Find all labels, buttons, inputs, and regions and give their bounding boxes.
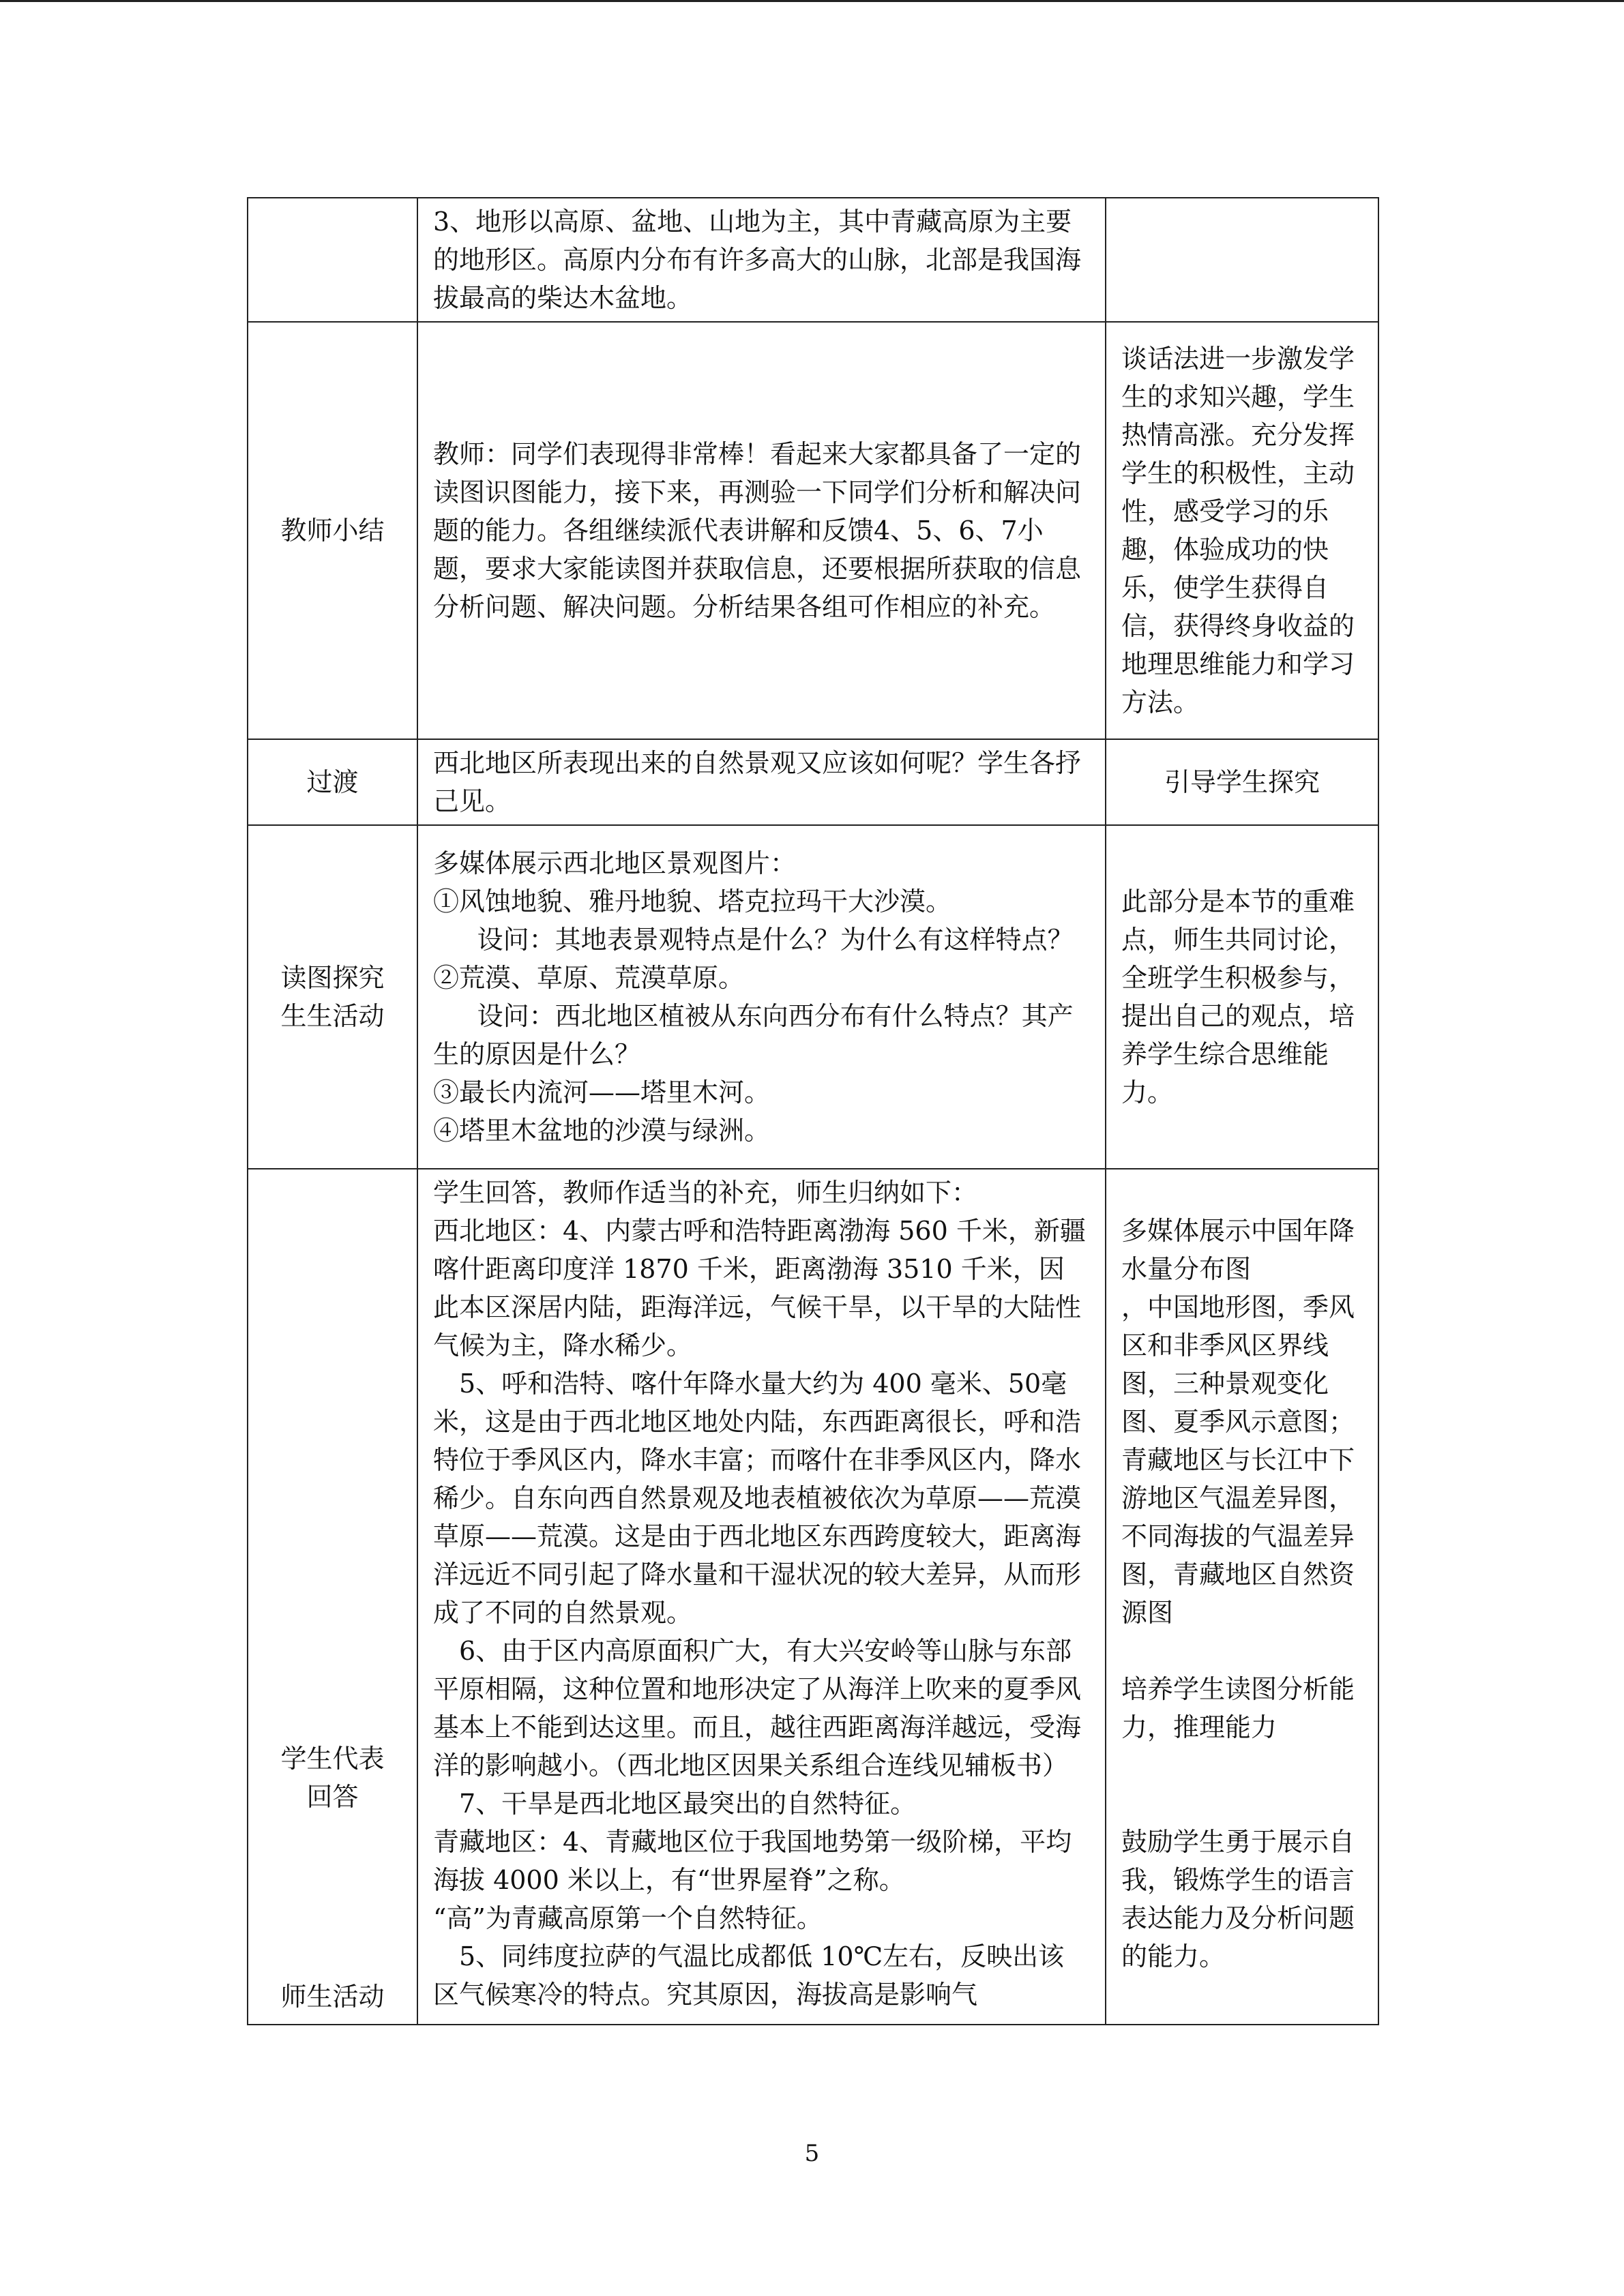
note-text: 鼓励学生勇于展示自我，锻炼学生的语言表达能力及分析问题的能力。 — [1121, 1827, 1355, 1971]
content-text: 5、呼和浩特、喀什年降水量大约为 400 毫米、50毫米，这是由于西北地区地处内陆，东西距离很长，呼和浩特位于季风区内，降水丰富；而喀什在非季风区内，降水稀少。自东向西自然景观及地表植被依次为草原——荒漠草原——荒漠。这是由于西北地区东西跨度较大，距离海洋远近不同引起了降水量和干湿状况的较大差异，从而形成了不同的自然景观。 — [433, 1369, 1082, 1628]
content-text: 青藏地区：4、青藏地区位于我国地势第一级阶梯，平均海拔 4000 米以上，有“世界屋脊”之称。 — [433, 1827, 1072, 1895]
content-text: 学生回答，教师作适当的补充，师生归纳如下： — [433, 1178, 978, 1208]
content-text: ①风蚀地貌、雅丹地貌、塔克拉玛干大沙漠。 — [433, 886, 952, 916]
spacer — [1121, 1174, 1363, 1212]
note-cell-empty — [1106, 198, 1378, 322]
note-text: 此部分是本节的重难点，师生共同讨论，全班学生积极参与，提出自己的观点，培养学生综合思维能力。 — [1121, 886, 1355, 1107]
content-cell — [417, 322, 1106, 739]
table-row — [248, 739, 1378, 825]
note-cell: 引导学生探究 — [1106, 739, 1378, 825]
content-text: ③最长内流河——塔里木河。 — [433, 1077, 771, 1107]
row-label — [248, 825, 417, 1169]
row-label-line: 学生代表 — [280, 1744, 385, 1774]
row-label: 过渡 — [248, 739, 417, 825]
content-text: ②荒漠、草原、荒漠草原。 — [433, 963, 745, 993]
note-cell — [1106, 825, 1378, 1169]
spacer — [1121, 1632, 1363, 1670]
content-cell — [417, 198, 1106, 322]
content-text: 设问：其地表景观特点是什么？为什么有这样特点？ — [477, 925, 1074, 955]
note-text: ，中国地形图，季风区和非季风区界线图，三种景观变化图、夏季风示意图；青藏地区与长江中下游地区气温差异图，不同海拔的气温差异图，青藏地区自然资源图 — [1121, 1292, 1355, 1628]
content-text: 6、由于区内高原面积广大，有大兴安岭等山脉与东部平原相隔，这种位置和地形决定了从海洋上吹来的夏季风基本上不能到达这里。而且，越往西距离海洋越远，受海洋的影响越小。（西北地区因果关系组合连线见辅板书） — [433, 1636, 1082, 1780]
note-cell — [1106, 1169, 1378, 2025]
lesson-plan-table — [247, 197, 1379, 2025]
note-text: 培养学生读图分析能力，推理能力 — [1121, 1674, 1355, 1742]
content-text: 西北地区：4、内蒙古呼和浩特距离渤海 560 千米，新疆喀什距离印度洋 1870 千米，距离渤海 3510 千米，因此本区深居内陆，距海洋远，气候干旱，以干旱的大陆性气候为主，降水稀少。 — [433, 1216, 1086, 1360]
content-cell — [417, 825, 1106, 1169]
table-row — [248, 1169, 1378, 2025]
content-text: ④塔里木盆地的沙漠与绿洲。 — [433, 1116, 771, 1146]
content-text: “高”为青藏高原第一个自然特征。 — [433, 1903, 823, 1933]
row-label: 教师小结 — [248, 322, 417, 739]
row-label-line: 读图探究 — [280, 963, 385, 993]
content-text: 多媒体展示西北地区景观图片： — [433, 848, 797, 878]
table-row — [248, 825, 1378, 1169]
content-text: 教师：同学们表现得非常棒！看起来大家都具备了一定的读图识图能力，接下来，再测验一下同学们分析和解决问题的能力。各组继续派代表讲解和反馈4、5、6、7小题，要求大家能读图并获取信息，还要根据所获取的信息分析问题、解决问题。分析结果各组可作相应的补充。 — [433, 439, 1082, 622]
content-cell — [417, 739, 1106, 825]
row-label-line: 回答 — [306, 1782, 359, 1812]
note-text: 多媒体展示中国年降水量分布图 — [1121, 1216, 1355, 1284]
page-number: 5 — [804, 2140, 820, 2167]
content-text: 3、地形以高原、盆地、山地为主，其中青藏高原为主要的地形区。高原内分布有许多高大的山脉，北部是我国海拔最高的柴达木盆地。 — [433, 207, 1082, 313]
content-text: 设问：西北地区植被从东向西分布有什么特点？其产生的原因是什么？ — [433, 1001, 1074, 1069]
note-cell — [1106, 322, 1378, 739]
row-label-line: 生生活动 — [280, 1001, 385, 1031]
table-row — [248, 198, 1378, 322]
row-label — [248, 1169, 417, 2025]
row-label-line: 师生活动 — [280, 1982, 385, 2012]
content-text: 西北地区所表现出来的自然景观又应该如何呢？学生各抒己见。 — [433, 748, 1082, 816]
content-cell — [417, 1169, 1106, 2025]
content-text: 5、同纬度拉萨的气温比成都低 10℃左右，反映出该区气候寒冷的特点。究其原因，海拔高是影响气 — [433, 1941, 1065, 2010]
content-text: 7、干旱是西北地区最突出的自然特征。 — [459, 1789, 917, 1819]
row-label-empty — [248, 198, 417, 322]
page-top-rule — [0, 0, 1624, 2]
table-row — [248, 322, 1378, 739]
spacer — [1121, 1746, 1363, 1823]
note-text: 谈话法进一步激发学生的求知兴趣，学生热情高涨。充分发挥学生的积极性，主动性，感受学习的乐趣，体验成功的快乐，使学生获得自信，获得终身收益的地理思维能力和学习方法。 — [1121, 344, 1355, 717]
row-label-group — [248, 1740, 417, 1816]
